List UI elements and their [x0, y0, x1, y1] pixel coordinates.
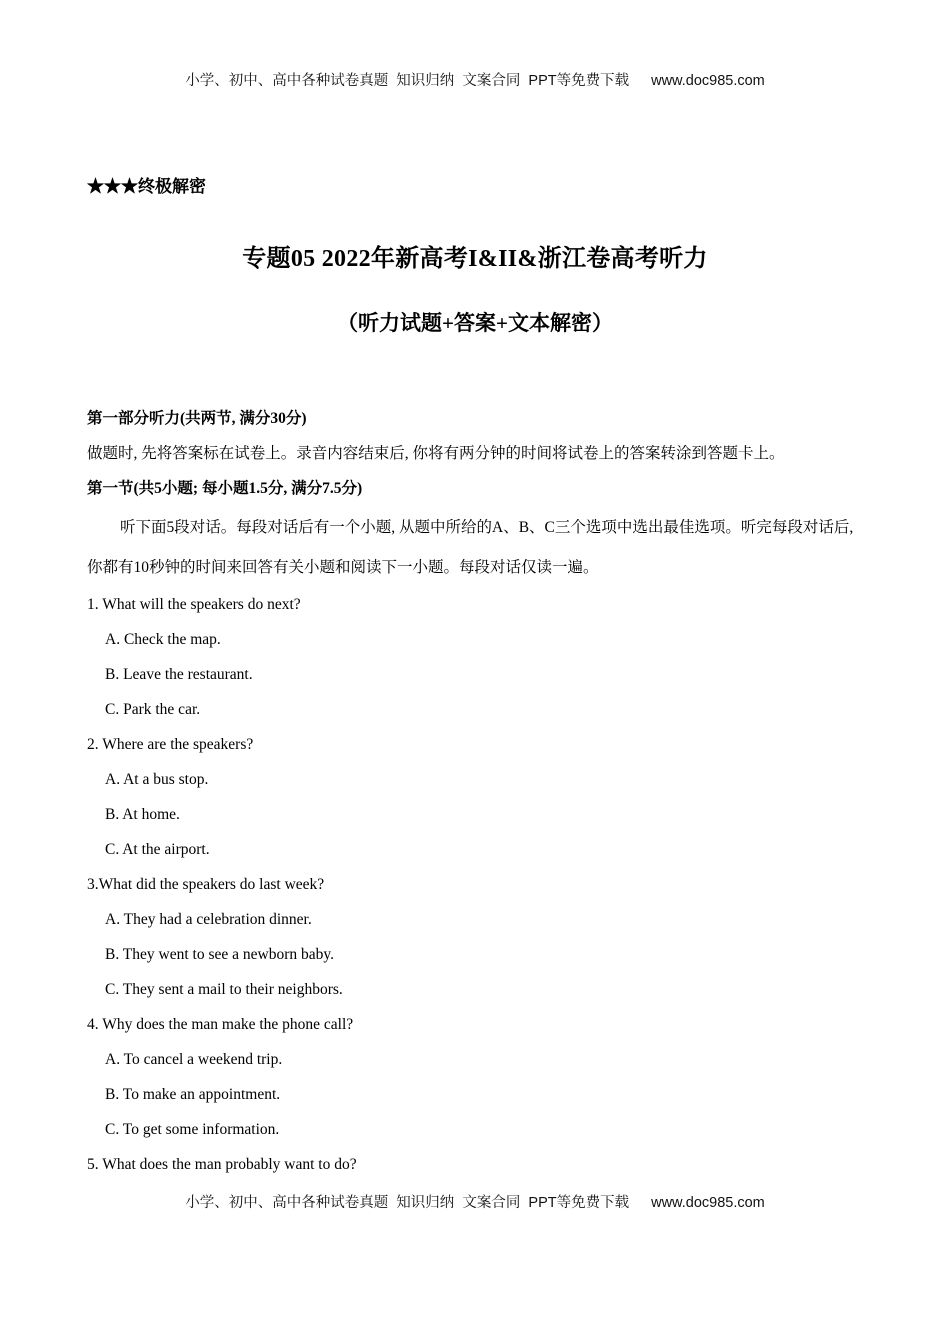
question-text: 5. What does the man probably want to do? — [87, 1156, 357, 1173]
footer-banner — [0, 1191, 950, 1212]
banner-url[interactable]: www.doc985.com — [651, 1195, 765, 1211]
option-c: C. Park the car. — [105, 701, 201, 718]
option-b: B. Leave the restaurant. — [105, 666, 253, 683]
question-text: 2. Where are the speakers? — [87, 736, 254, 753]
option-b: B. At home. — [105, 806, 180, 823]
option-c: C. They sent a mail to their neighbors. — [105, 981, 343, 998]
question-text: 4. Why does the man make the phone call? — [87, 1016, 354, 1033]
question-1 — [87, 594, 867, 734]
badge-label: ★★★终极解密 — [87, 177, 206, 196]
part-heading: 第一部分听力(共两节, 满分30分) — [87, 410, 307, 427]
document-body — [87, 408, 867, 1189]
option-a: A. They had a celebration dinner. — [105, 911, 312, 928]
question-5 — [87, 1154, 867, 1189]
part-instruction: 做题时, 先将答案标在试卷上。录音内容结束后, 你将有两分钟的时间将试卷上的答案转涂到答题卡上。 — [87, 445, 785, 462]
banner-text: 小学、初中、高中各种试卷真题 知识归纳 文案合同 PPT等免费下载 — [185, 1195, 630, 1211]
option-b: B. They went to see a newborn baby. — [105, 946, 334, 963]
question-4 — [87, 1014, 867, 1154]
banner-url[interactable]: www.doc985.com — [651, 73, 765, 89]
question-2 — [87, 734, 867, 874]
section-heading: 第一节(共5小题; 每小题1.5分, 满分7.5分) — [87, 480, 363, 497]
option-a: A. At a bus stop. — [105, 771, 209, 788]
question-text: 1. What will the speakers do next? — [87, 596, 301, 613]
section-instruction: 听下面5段对话。每段对话后有一个小题, 从题中所给的A、B、C三个选项中选出最佳选项。听完每段对话后, 你都有10秒钟的时间来回答有关小题和阅读下一小题。每段对话仅读一遍。 — [87, 519, 854, 576]
option-a: A. Check the map. — [105, 631, 221, 648]
option-b: B. To make an appointment. — [105, 1086, 281, 1103]
option-a: A. To cancel a weekend trip. — [105, 1051, 283, 1068]
option-c: C. At the airport. — [105, 841, 210, 858]
document-title: 专题05 2022年新高考I&II&浙江卷高考听力 — [242, 246, 708, 272]
option-c: C. To get some information. — [105, 1121, 280, 1138]
document-subtitle: （听力试题+答案+文本解密） — [337, 311, 613, 335]
question-3 — [87, 874, 867, 1014]
question-text: 3.What did the speakers do last week? — [87, 876, 325, 893]
banner-text: 小学、初中、高中各种试卷真题 知识归纳 文案合同 PPT等免费下载 — [185, 73, 630, 89]
header-banner — [0, 69, 950, 90]
